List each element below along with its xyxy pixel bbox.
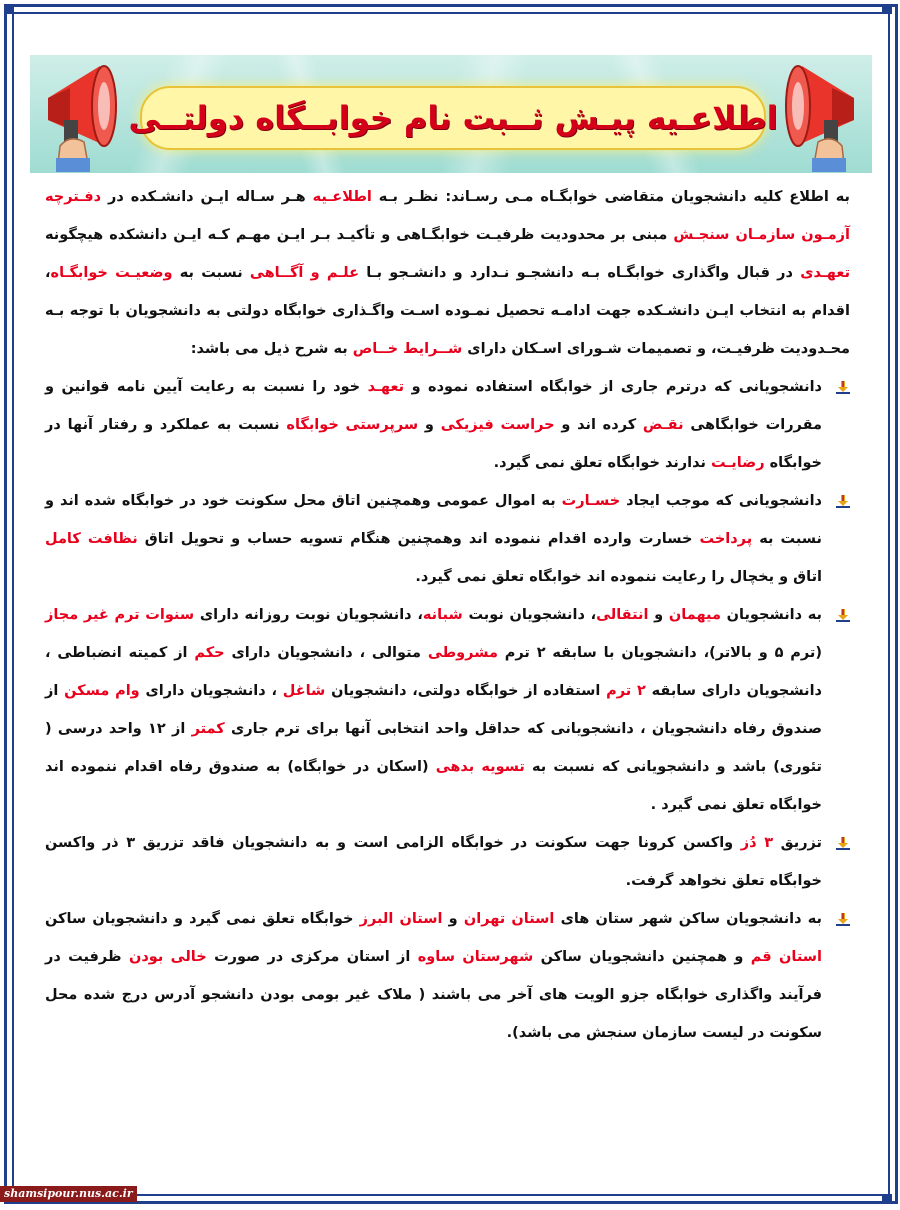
highlight-text: استان قم [750,949,822,965]
highlight-text: نظافت کامل [45,531,138,547]
body-text: کرده اند و [554,417,643,433]
highlight-text: مشروطی [427,645,498,661]
highlight-text: تسویه بدهی [435,759,525,775]
body-text: و همچنین دانشجویان ساکن [533,949,751,965]
announcement-body [45,178,850,1052]
highlight-text: ۳ دُز [740,835,774,851]
highlight-text: ۲ ترم [606,683,646,699]
body-text: از صندوق رفاه دانشجویان ، دانشجویانی که حداقل واحد انتخابی آنها برای ترم جاری [45,683,822,737]
highlight-text: خالی بودن [128,949,207,965]
body-text: (ترم ۵ و بالاتر)، دانشجویان با سابقه ۲ ترم [497,645,822,661]
highlight-text: شاغل [282,683,326,699]
bullet-arrow-icon [836,913,850,926]
bullet-arrow-icon [836,837,850,850]
rule-item [45,368,850,482]
highlight-text: شهرستان ساوه [417,949,534,965]
corner-ornament [882,4,892,14]
highlight-text: شبانه [422,607,463,623]
body-text: از استان مرکزی در صورت [206,949,418,965]
megaphone-icon [30,58,140,172]
highlight-text: دفـترچه آزمـون سازمـان سنجـش [45,189,850,243]
body-text: ندارند خوابگاه تعلق نمی گیرد. [493,455,711,471]
body-text: به اطلاع کلیه دانشجویان متقاضی خوابگـاه مـی رسـاند: نظـر بـه [371,189,850,205]
bullet-arrow-icon [836,495,850,508]
body-text: ، دانشجویان نوبت [462,607,597,623]
highlight-text: اطلاعـیه [312,189,372,205]
highlight-text: علـم و آگــاهی [249,265,359,281]
bullet-arrow-icon [836,381,850,394]
body-text: به اموال عمومی وهمچنین اتاق محل سکونت خود در خوابگاه شده اند و نسبت به [45,493,822,547]
corner-ornament [4,4,14,14]
highlight-text: حکم [194,645,225,661]
highlight-text: خسـارت [561,493,621,509]
highlight-text: سنوات ترم غیر مجاز [45,607,195,623]
body-text: اتاق و یخچال را رعایت ننموده اند خوابگاه تعلق نمی گیرد. [415,569,822,585]
body-text: نسبت به عملکرد و رفتار آنها در خوابگاه [45,417,822,471]
body-text: و [648,607,669,623]
highlight-text: انتقالی [596,607,649,623]
body-text: از کمیته انضباطی ، دانشجویان دارای سابقه [45,645,822,699]
body-text: دانشجویانی که موجب ایجاد [620,493,823,509]
body-text: به دانشجویان ساکن شهر ستان های [554,911,822,927]
body-text: خسارت وارده اقدام ننموده اند وهمچنین هنگام تسویه حساب و تحویل اتاق [137,531,700,547]
highlight-text: وام مسکن [64,683,140,699]
body-text: مبنی بر محدودیت ظرفیـت خوابگـاهی و تأکیـد بـر ایـن مهـم کـه ایـن دانشکده هیچگونه [45,227,674,243]
highlight-text: حراست فیزیکی [440,417,555,433]
body-text: نسبت به [172,265,250,281]
highlight-text: شــرایط خــاص [352,341,463,357]
highlight-text: رضایـت [710,455,765,471]
body-text: تزریق [773,835,823,851]
page-title: اطلاعـیه پیـش ثــبت نام خوابــگاه دولتــی [128,99,778,137]
highlight-text: کمتر [191,721,225,737]
body-text: خوابگاه تعلق نمی گیرد و دانشجویان ساکن [45,911,360,927]
highlight-text: تعهـدی [800,265,851,281]
body-text: ، دانشجویان نوبت روزانه دارای [194,607,423,623]
body-text: در قبال واگذاری خوابگـاه بـه دانشجـو نـدارد و دانشـجو بـا [359,265,801,281]
intro-paragraph [45,178,850,368]
highlight-text: میهمان [668,607,721,623]
highlight-text: سرپرستی خوابگاه [286,417,419,433]
rule-item [45,596,850,824]
highlight-text: استان تهران [463,911,555,927]
body-text: به دانشجویان [720,607,822,623]
highlight-text: وضعیـت خوابگـاه [50,265,173,281]
body-text: از ۱۲ واحد درسی ( تئوری) باشد و دانشجویانی که نسبت به [45,721,822,775]
highlight-text: پرداخت [699,531,753,547]
site-url: shamsipour.nus.ac.ir [0,1186,137,1202]
rule-item [45,900,850,1052]
corner-ornament [882,1194,892,1204]
highlight-text: استان البرز [359,911,443,927]
rules-list [45,368,850,1052]
megaphone-icon [762,58,872,172]
body-text: هـر سـاله ایـن دانشـکده در [101,189,313,205]
body-text: به شرح ذیل می باشد: [190,341,353,357]
body-text: متوالی ، دانشجویان دارای [224,645,428,661]
title-box [128,86,778,150]
body-text: ، اقدام به انتخاب ایـن دانشـکده جهت ادامـه تحصیل نمـوده اسـت واگـذاری خوابگاه دولتی به دانشجویان با توجه بـه محـدودیت ظرفیـت، و تصمیمات شـورای اسـکان دارای [45,265,850,357]
body-text: واکسن کرونا جهت سکونت در خوابگاه الزامی است و به دانشجویان فاقد تزریق ۳ ذر واکسن خوابگاه تعلق نخواهد گرفت. [45,835,822,889]
rule-item [45,482,850,596]
highlight-text: نقـض [642,417,684,433]
body-text: استفاده از خوابگاه دولتی، دانشجویان [325,683,607,699]
rule-item [45,824,850,900]
body-text: و [442,911,464,927]
highlight-text: تعهـد [367,379,405,395]
bullet-arrow-icon [836,609,850,622]
body-text: ظرفیت در فرآیند واگذاری خوابگاه جزو الویت های آخر می باشند ( ملاک غیر بومی بودن دانشجو آدرس درج شده محل سکونت در لیست سازمان سنجش می باشد). [45,949,822,1041]
body-text: و [418,417,441,433]
body-text: خود را نسبت به رعایت آیین نامه قوانین و مقررات خوابگاهی [45,379,822,433]
body-text: ، دانشجویان دارای [139,683,283,699]
body-text: دانشجویانی که درترم جاری از خوابگاه استفاده نموده و [404,379,822,395]
body-text: (اسکان در خوابگاه) به صندوق رفاه اقدام ننموده اند خوابگاه تعلق نمی گیرد . [45,759,822,813]
